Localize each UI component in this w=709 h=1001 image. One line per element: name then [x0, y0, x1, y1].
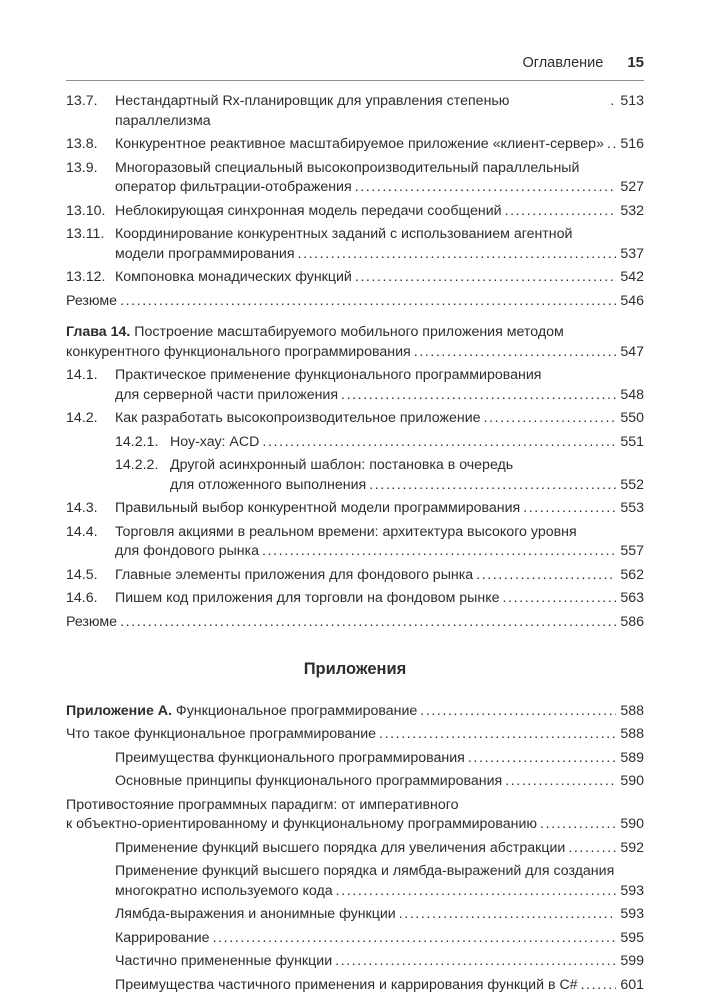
- dot-leader: [369, 476, 616, 496]
- entry-line: [115, 135, 644, 155]
- toc-entry: [66, 456, 644, 495]
- entry-title: Резюме: [66, 613, 118, 630]
- folio-page-number: 15: [627, 54, 644, 71]
- toc-entry: [66, 323, 644, 362]
- toc-entry: [66, 159, 644, 198]
- dot-leader: [355, 178, 617, 198]
- entry-number: 13.9.: [66, 159, 98, 176]
- toc-entry: [66, 523, 644, 562]
- dot-leader: [213, 929, 617, 949]
- entry-line: [115, 566, 644, 586]
- entry-line: [66, 292, 644, 312]
- dot-leader: [581, 976, 617, 996]
- dot-leader: [420, 702, 616, 722]
- entry-number: 13.11.: [66, 226, 105, 242]
- toc-entry: [66, 929, 644, 949]
- entry-page-number: 513: [620, 93, 644, 109]
- entry-title: для фондового рынка: [115, 543, 260, 559]
- entry-title: модели программирования: [115, 245, 295, 262]
- entry-line: [66, 613, 644, 633]
- dot-leader: [355, 268, 616, 288]
- entry-title: оператор фильтрации-отображения: [115, 179, 352, 195]
- entry-title: Пишем код приложения для торговли на фондовом рынке: [115, 590, 500, 606]
- entry-title: конкурентного функционального программирования: [66, 343, 411, 360]
- entry-line: [115, 976, 644, 996]
- entry-line: [66, 323, 644, 343]
- entry-page-number: 537: [620, 245, 644, 262]
- entry-title: для отложенного выполнения: [170, 476, 367, 493]
- toc-entry: [66, 92, 644, 131]
- toc-entry: [66, 613, 644, 633]
- entry-line: [66, 815, 644, 835]
- entry-title: Как разработать высокопроизводительное приложение: [115, 410, 481, 426]
- dot-leader: [262, 433, 616, 453]
- entry-page-number: 593: [620, 882, 644, 899]
- toc-entry: [66, 202, 644, 222]
- dot-leader: [341, 386, 616, 406]
- entry-page-number: 547: [620, 343, 644, 360]
- entry-title: Ноу-хау: ACD: [170, 433, 260, 450]
- entry-title: Преимущества частичного применения и каррирования функций в C#: [115, 976, 578, 993]
- toc-entry: [66, 135, 644, 155]
- entry-title: Преимущества функционального программирования: [115, 749, 465, 766]
- entry-page-number: 516: [620, 136, 644, 152]
- entry-title: Практическое применение функционального программирования: [115, 367, 542, 383]
- entry-page-number: 595: [620, 929, 644, 946]
- entry-title: Применение функций высшего порядка для увеличения абстракции: [115, 839, 566, 856]
- entry-page-number: 588: [620, 702, 644, 719]
- entry-number: 14.5.: [66, 566, 98, 583]
- entry-number: 14.6.: [66, 590, 98, 606]
- entry-prefix: Глава 14.: [66, 324, 135, 340]
- entry-line: [115, 839, 644, 859]
- entry-page-number: 592: [620, 839, 644, 856]
- entry-title: Лямбда-выражения и анонимные функции: [115, 906, 396, 922]
- toc-entry: [66, 862, 644, 901]
- entry-line: [66, 702, 644, 722]
- entry-number: 14.2.2.: [115, 457, 159, 473]
- entry-title: Неблокирующая синхронная модель передачи сообщений: [115, 202, 502, 219]
- entry-line: [115, 862, 644, 882]
- entry-line: [115, 523, 644, 543]
- dot-leader: [379, 725, 616, 745]
- entry-line: [115, 366, 644, 386]
- entry-title: для серверной части приложения: [115, 386, 339, 403]
- entry-line: [115, 952, 644, 972]
- entry-line: [115, 178, 644, 198]
- dot-leader: [568, 839, 616, 859]
- toc-entry: [66, 725, 644, 745]
- toc-entry: [66, 772, 644, 792]
- entry-title: Главные элементы приложения для фондового рынка: [115, 566, 474, 583]
- entry-line: [170, 456, 644, 476]
- entry-page-number: 590: [620, 816, 644, 832]
- toc-entry: [66, 433, 644, 453]
- entry-line: [115, 772, 644, 792]
- toc-entry: [66, 839, 644, 859]
- dot-leader: [335, 952, 616, 972]
- entry-page-number: 599: [620, 953, 644, 969]
- dot-leader: [262, 542, 616, 562]
- dot-leader: [468, 749, 616, 769]
- dot-leader: [298, 245, 617, 265]
- dot-leader: [502, 589, 616, 609]
- entry-number: 13.8.: [66, 136, 98, 152]
- entry-number: 13.12.: [66, 269, 106, 285]
- toc-entry: [66, 499, 644, 519]
- entry-page-number: 527: [620, 179, 644, 195]
- entry-line: [115, 589, 644, 609]
- dot-leader: [505, 202, 617, 222]
- dot-leader: [610, 92, 616, 112]
- toc-entry: [66, 409, 644, 429]
- toc-entry: [66, 905, 644, 925]
- toc-list: [66, 92, 644, 995]
- entry-line: [66, 725, 644, 745]
- toc-entry: [66, 796, 644, 835]
- entry-title: Основные принципы функционального программирования: [115, 773, 503, 789]
- entry-number: 13.10.: [66, 202, 106, 219]
- entry-title: многократно используемого кода: [115, 882, 333, 899]
- dot-leader: [540, 815, 616, 835]
- entry-title: Координирование конкурентных заданий с использованием агентной: [115, 226, 573, 242]
- entry-page-number: 589: [620, 749, 644, 766]
- entry-number: 14.2.1.: [115, 433, 159, 450]
- entry-number: 14.4.: [66, 523, 98, 540]
- entry-title: Глава 14. Построение масштабируемого мобильного приложения методом: [66, 324, 564, 340]
- entry-line: [115, 499, 644, 519]
- dot-leader: [523, 499, 616, 519]
- entry-page-number: 548: [620, 386, 644, 403]
- entry-page-number: 550: [620, 410, 644, 426]
- entry-line: [115, 92, 644, 131]
- entry-line: [115, 202, 644, 222]
- entry-line: [170, 433, 644, 453]
- dot-leader: [484, 409, 617, 429]
- toc-entry: [66, 225, 644, 264]
- entry-title: Компоновка монадических функций: [115, 269, 352, 285]
- entry-line: [115, 225, 644, 245]
- section-heading: Приложения: [303, 660, 407, 678]
- toc-entry: [66, 589, 644, 609]
- entry-line: [115, 409, 644, 429]
- dot-leader: [607, 135, 616, 155]
- toc-entry: [66, 749, 644, 769]
- entry-title: Применение функций высшего порядка и лямбда-выражений для создания: [115, 863, 615, 879]
- dot-leader: [336, 882, 617, 902]
- dot-leader: [476, 566, 616, 586]
- toc-entry: [66, 952, 644, 972]
- toc-entry: [66, 566, 644, 586]
- entry-title: Противостояние программных парадигм: от императивного: [66, 796, 459, 813]
- entry-title: к объектно-ориентированному и функциональному программированию: [66, 816, 538, 832]
- entry-title: Торговля акциями в реальном времени: архитектура высокого уровня: [115, 523, 577, 540]
- entry-page-number: 551: [620, 433, 644, 450]
- dot-leader: [414, 343, 617, 363]
- entry-number: 14.3.: [66, 500, 98, 516]
- entry-page-number: 593: [620, 906, 644, 922]
- entry-line: [170, 476, 644, 496]
- entry-line: [115, 386, 644, 406]
- entry-page-number: 563: [620, 590, 644, 606]
- entry-page-number: 532: [620, 202, 644, 219]
- entry-title: Другой асинхронный шаблон: постановка в очередь: [170, 457, 514, 473]
- entry-page-number: 553: [620, 500, 644, 516]
- toc-entry: [66, 366, 644, 405]
- entry-line: [115, 882, 644, 902]
- entry-line: [115, 929, 644, 949]
- entry-page-number: 588: [620, 726, 644, 742]
- entry-line: [66, 796, 644, 816]
- entry-line: [115, 245, 644, 265]
- entry-line: [66, 343, 644, 363]
- entry-line: [115, 159, 644, 179]
- entry-title: Правильный выбор конкурентной модели программирования: [115, 500, 521, 516]
- entry-page-number: 557: [620, 543, 644, 559]
- entry-page-number: 546: [620, 292, 644, 309]
- entry-page-number: 590: [620, 773, 644, 789]
- dot-leader: [399, 905, 617, 925]
- dot-leader: [505, 772, 616, 792]
- entry-line: [115, 268, 644, 288]
- dot-leader: [120, 613, 616, 633]
- dot-leader: [120, 292, 616, 312]
- entry-page-number: 552: [620, 476, 644, 493]
- entry-title: Каррирование: [115, 929, 210, 946]
- entry-page-number: 586: [620, 613, 644, 630]
- entry-page-number: 562: [620, 566, 644, 583]
- entry-title: Что такое функциональное программирование: [66, 726, 377, 742]
- entry-title: Многоразовый специальный высокопроизводительный параллельный: [115, 159, 580, 176]
- toc-entry: [66, 976, 644, 996]
- entry-title: Частично примененные функции: [115, 953, 333, 969]
- entry-number: 14.2.: [66, 410, 98, 426]
- entry-number: 14.1.: [66, 367, 98, 383]
- entry-line: [115, 749, 644, 769]
- running-head: [66, 54, 644, 81]
- entry-number: 13.7.: [66, 93, 98, 109]
- entry-line: [115, 905, 644, 925]
- toc-entry: [66, 702, 644, 722]
- entry-page-number: 601: [620, 976, 644, 993]
- entry-title: Приложение А. Функциональное программирование: [66, 702, 418, 719]
- entry-page-number: 542: [620, 269, 644, 285]
- entry-line: [115, 542, 644, 562]
- entry-title: Конкурентное реактивное масштабируемое приложение «клиент-сервер»: [115, 136, 604, 152]
- entry-title: Резюме: [66, 292, 118, 309]
- entry-title: Нестандартный Rx-планировщик для управления степенью параллелизма: [115, 93, 510, 129]
- running-head-title: Оглавление: [522, 55, 604, 71]
- toc-entry: [66, 292, 644, 312]
- entry-prefix: Приложение А.: [66, 702, 176, 719]
- toc-entry: [66, 268, 644, 288]
